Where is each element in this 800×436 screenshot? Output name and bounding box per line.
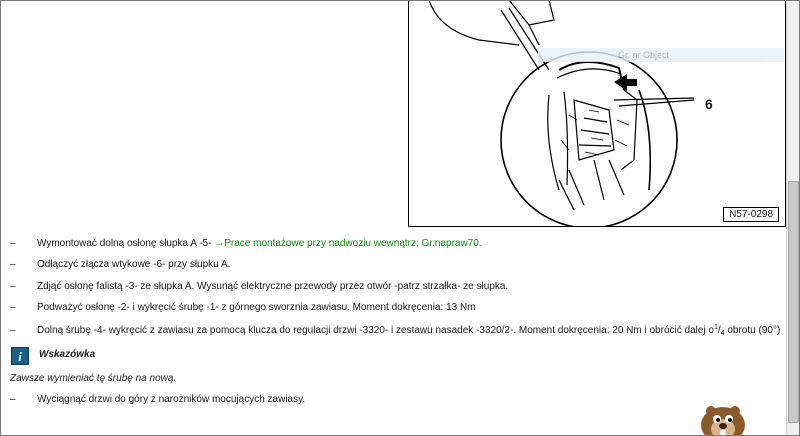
step-1: – Wymontować dolną osłonę słupka A -5- →Prace montażowe przy nadwoziu wewnątrz; Gr.napraw70. xyxy=(10,238,482,249)
note-title: Wskazówka xyxy=(39,349,96,360)
selection-overlay: Gr. nr Object xyxy=(538,48,784,62)
info-icon: i xyxy=(11,347,29,365)
step-6: – Wyciągnąć drzwi do góry z narożników mocujących zawiasy. xyxy=(10,394,306,405)
step-3: – Zdjąć osłonę falistą -3- ze słupka A. Wysunąć elektryczne przewody przez otwór -patrz strzałka- ze słupka. xyxy=(10,281,509,292)
step-2: – Odłączyć złącza wtykowe -6- przy słupku A. xyxy=(10,259,231,270)
vertical-scrollbar[interactable] xyxy=(786,1,799,436)
scrollbar-thumb[interactable] xyxy=(788,181,799,423)
step-5: – Dolną śrubę -4- wykręcić z zawiasu za pomocą klucza do regulacji drzwi -3320- i zestawu nasadek -3320/2-. Moment dokręcenia: 20 Nm i obrócić dalej $o^1/_4$ obrotu (90°) xyxy=(10,324,781,337)
callout-label: 6 xyxy=(705,96,713,112)
step-4: – Podważyć osłonę -2- i wykręcić śrubę -1- z górnego sworznia zawiasu. Moment dokręcenia: 13 Nm xyxy=(10,302,476,313)
figure-code: N57-0298 xyxy=(723,207,779,222)
note-text: Zawsze wymieniać tę śrubę na nową. xyxy=(10,373,177,384)
repair-group-link[interactable]: →Prace montażowe przy nadwoziu wewnątrz; Gr.napraw70. xyxy=(214,238,482,249)
wiring-illustration xyxy=(409,0,785,226)
repair-diagram xyxy=(408,0,786,227)
beaver-mascot-icon xyxy=(693,393,773,436)
